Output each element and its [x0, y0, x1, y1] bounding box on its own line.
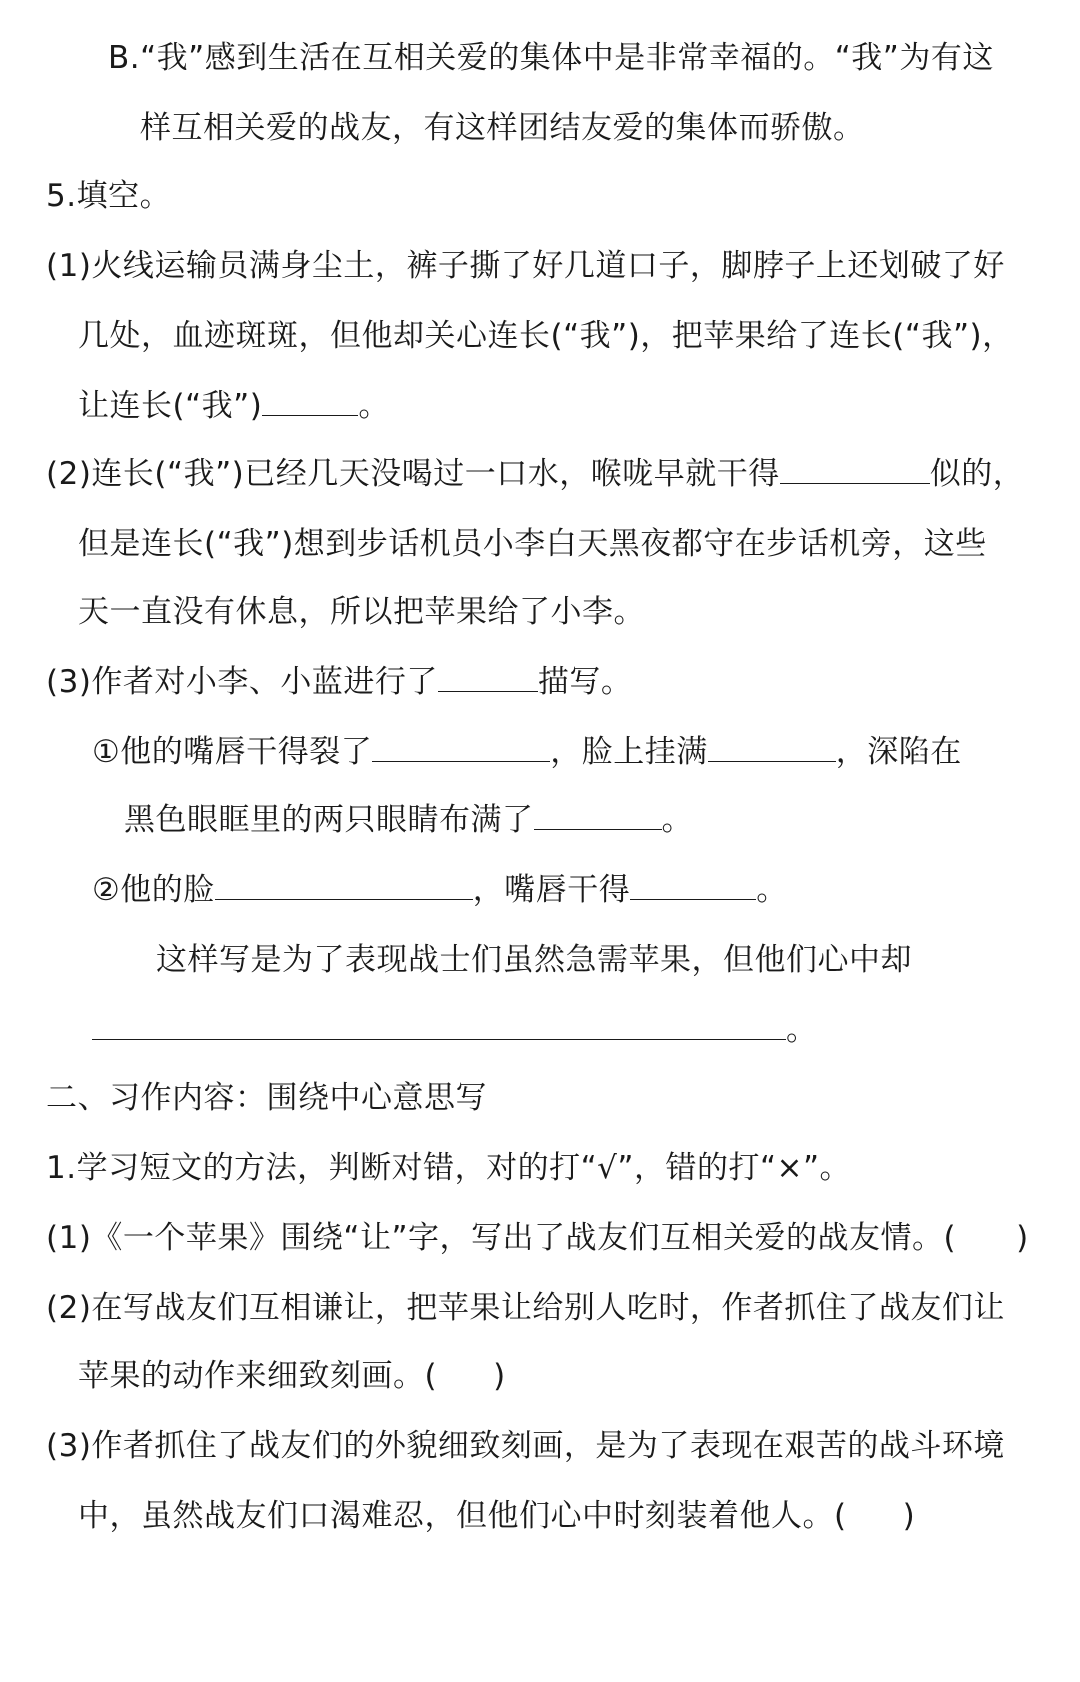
fill-blank[interactable]: [372, 735, 550, 762]
q1-2-line-2-text: 苹果的动作来细致刻画。(: [78, 1358, 438, 1394]
question-5-heading: 5.填空。: [46, 178, 172, 214]
option-b-line-1: B.“我”感到生活在互相关爱的集体中是非常幸福的。“我”为有这: [108, 40, 994, 76]
q5-3-line-1-end: 描写。: [537, 664, 633, 700]
item-1-line-2-text: 黑色眼眶里的两只眼睛布满了: [124, 802, 534, 838]
q1-1-close: ): [1016, 1220, 1029, 1256]
q5-1-line-2: 几处，血迹斑斑，但他却关心连长(“我”)，把苹果给了连长(“我”)，: [78, 318, 1014, 354]
section-2-heading: 二、习作内容：围绕中心意思写: [46, 1080, 487, 1116]
q5-1-line-1: (1)火线运输员满身尘土，裤子撕了好几道口子，脚脖子上还划破了好: [46, 248, 1005, 284]
fill-blank[interactable]: [438, 665, 538, 692]
q1-3-close: ): [902, 1498, 916, 1534]
fill-blank[interactable]: [262, 389, 358, 416]
summary-line-2-end: 。: [786, 1012, 818, 1048]
q1-1: [46, 1218, 1029, 1258]
q1-1-text: (1)《一个苹果》围绕“让”字，写出了战友们互相关爱的战友情。(: [46, 1220, 957, 1256]
q1-3-line-1: (3)作者抓住了战友们的外貌细致刻画，是为了表现在艰苦的战斗环境: [46, 1428, 1005, 1464]
item-1-text-c: ，深陷在: [835, 734, 962, 770]
q5-3-item-2: [92, 870, 788, 910]
item-1-line-2-end: 。: [661, 802, 693, 838]
item-1-text-a: ①他的嘴唇干得裂了: [92, 734, 373, 770]
question-1-heading: 1.学习短文的方法，判断对错，对的打“√”，错的打“×”。: [46, 1150, 852, 1186]
q5-1-line-3-text: 让连长(“我”): [78, 388, 263, 424]
q5-3-line-1-text: (3)作者对小李、小蓝进行了: [46, 664, 438, 700]
q5-2-line-1-text: (2)连长(“我”)已经几天没喝过一口水，喉咙早就干得: [46, 456, 780, 492]
q5-2-line-2: 但是连长(“我”)想到步话机员小李白天黑夜都守在步话机旁，这些: [78, 526, 987, 562]
fill-blank[interactable]: [780, 457, 930, 484]
q5-2-line-1: [46, 454, 1024, 494]
item-2-text-b: ，嘴唇干得: [472, 872, 631, 908]
q1-2-line-1: (2)在写战友们互相谦让，把苹果让给别人吃时，作者抓住了战友们让: [46, 1290, 1005, 1326]
q5-3-item-1-line-2: [124, 800, 693, 840]
option-b-line-2: 样互相关爱的战友，有这样团结友爱的集体而骄傲。: [140, 110, 865, 146]
q5-1-line-3: [78, 386, 390, 426]
item-1-text-b: ，脸上挂满: [550, 734, 708, 770]
item-2-text-c: 。: [756, 872, 788, 908]
q1-3-line-2: [78, 1496, 915, 1536]
fill-blank[interactable]: [708, 735, 836, 762]
fill-blank[interactable]: [215, 873, 473, 900]
fill-blank[interactable]: [534, 803, 662, 830]
item-2-text-a: ②他的脸: [92, 872, 215, 908]
q1-2-close: ): [493, 1358, 506, 1394]
fill-blank[interactable]: [630, 873, 756, 900]
q5-3-line-1: [46, 662, 632, 702]
q5-3-item-1-line-1: [92, 732, 962, 772]
q1-3-line-2-text: 中，虽然战友们口渴难忍，但他们心中时刻装着他人。(: [78, 1498, 847, 1534]
q5-2-line-3: 天一直没有休息，所以把苹果给了小李。: [78, 594, 645, 630]
q5-1-line-3-end: 。: [358, 388, 390, 424]
fill-blank[interactable]: [92, 1013, 786, 1040]
q5-3-summary-line-1: 这样写是为了表现战士们虽然急需苹果，但他们心中却: [156, 942, 912, 978]
q1-2-line-2: [78, 1356, 506, 1396]
q5-3-summary-line-2: [92, 1010, 818, 1050]
q5-2-line-1-end: 似的，: [929, 456, 1025, 492]
